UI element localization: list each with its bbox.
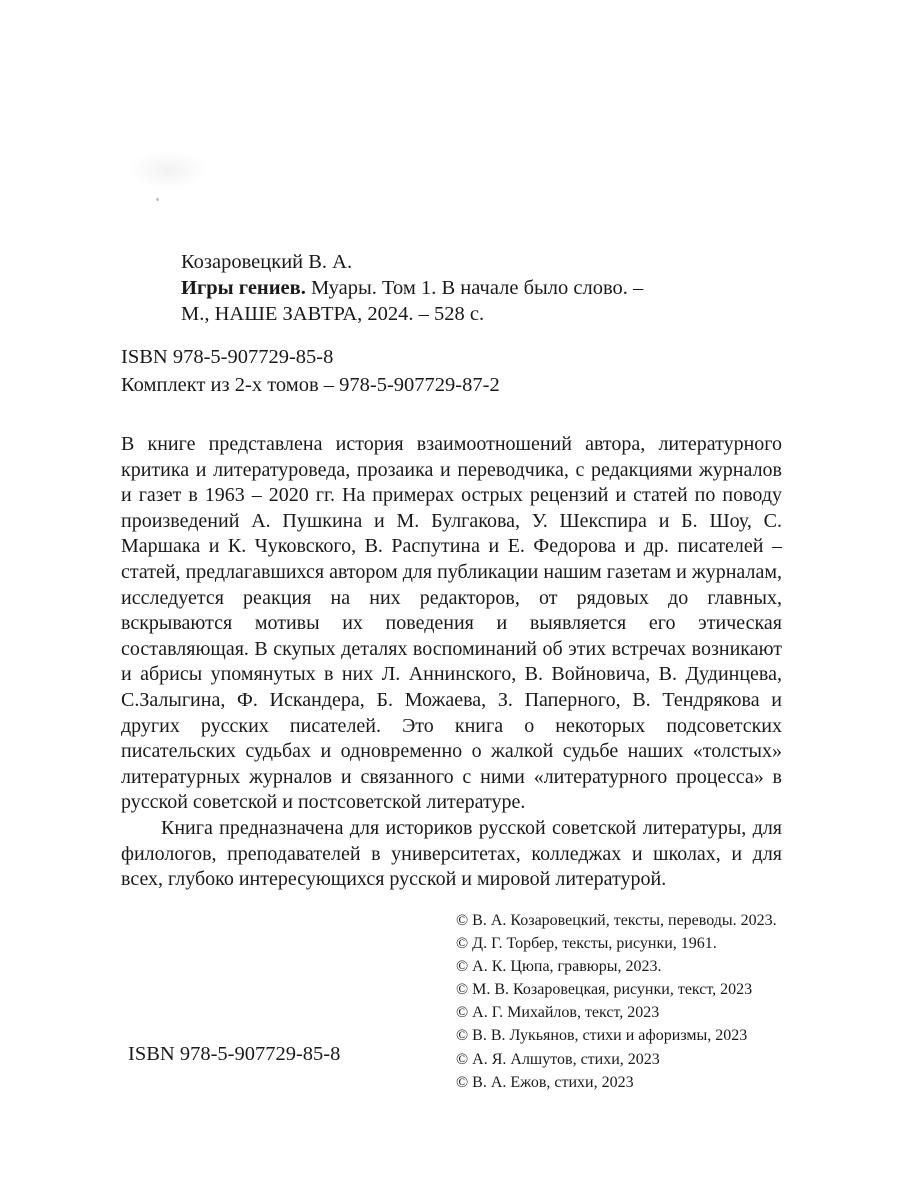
abstract — [121, 432, 782, 893]
copyright-line: © В. А. Козаровецкий, тексты, переводы. 2023. — [456, 912, 777, 929]
abstract-paragraph-1: В книге представлена история взаимоотношений автора, литературного критика и литературоведа, прозаика и переводчика, с редакциями журналов и газет в 1963 – 2020 гг. На примерах острых рецензий и статей по поводу произведений А. Пушкина и М. Булгакова, У. Шекспира и Б. Шоу, С. Маршака и К. Чуковского, В. Распутина и Е. Федорова и др. писателей – статей, предлагавшихся автором для публикации нашим газетам и журналам, исследуется реакция на них редакторов, от рядовых до главных, вскрываются мотивы их поведения и выявляется его этическая составляющая. В скупых деталях воспоминаний об этих встречах возникают и абрисы упомянутых в них Л. Аннинского, В. Войновича, В. Дудинцева, С.Залыгина, Ф. Искандера, Б. Можаева, З. Паперного, В. Тендрякова и других русских писателей. Это книга о некоторых подсоветских писательских судьбах и одновременно о жалкой судьбе наших «толстых» литературных журналов и связанного с ними «литературного процесса» в русской советской и постсоветской литературе. — [121, 433, 782, 814]
catalog-title: Игры гениев. — [181, 277, 306, 299]
copyright-line: © В. А. Ежов, стихи, 2023 — [456, 1073, 634, 1091]
copyright-line: © В. В. Лукьянов, стихи и афоризмы, 2023 — [456, 1027, 748, 1045]
catalog-imprint: М., НАШЕ ЗАВТРА, 2024. – 528 с. — [181, 303, 485, 325]
copyright-line: © А. К. Цюпа, гравюры, 2023. — [456, 958, 662, 976]
catalog-entry — [181, 249, 841, 327]
scan-speck — [156, 198, 159, 201]
isbn-set-line: Комплект из 2-х томов – 978-5-907729-87-2 — [121, 374, 500, 396]
copyright-line: © А. Я. Алшутов, стихи, 2023 — [456, 1050, 660, 1068]
catalog-author: Козаровецкий В. А. — [181, 251, 353, 273]
copyright-line: © Д. Г. Торбер, тексты, рисунки, 1961. — [456, 935, 717, 953]
copyright-list — [456, 909, 876, 1094]
catalog-title-rest: Муары. Том 1. В начале было слово. – — [305, 277, 644, 299]
copyright-line: © М. В. Козаровецкая, рисунки, текст, 2023 — [456, 981, 753, 999]
copyright-line: © А. Г. Михайлов, текст, 2023 — [456, 1004, 660, 1022]
bottom-isbn: ISBN 978-5-907729-85-8 — [128, 1043, 341, 1065]
catalog-title-line — [181, 275, 841, 301]
abstract-paragraph-2: Книга предназначена для историков русской советской литературы, для филологов, преподавателей в университетах, колледжах и школах, и для всех, глубоко интересующихся русской и мировой литературой. — [121, 816, 782, 891]
isbn-line: ISBN 978-5-907729-85-8 — [121, 346, 334, 368]
scan-smudge — [128, 150, 208, 190]
isbn-block — [121, 343, 841, 399]
